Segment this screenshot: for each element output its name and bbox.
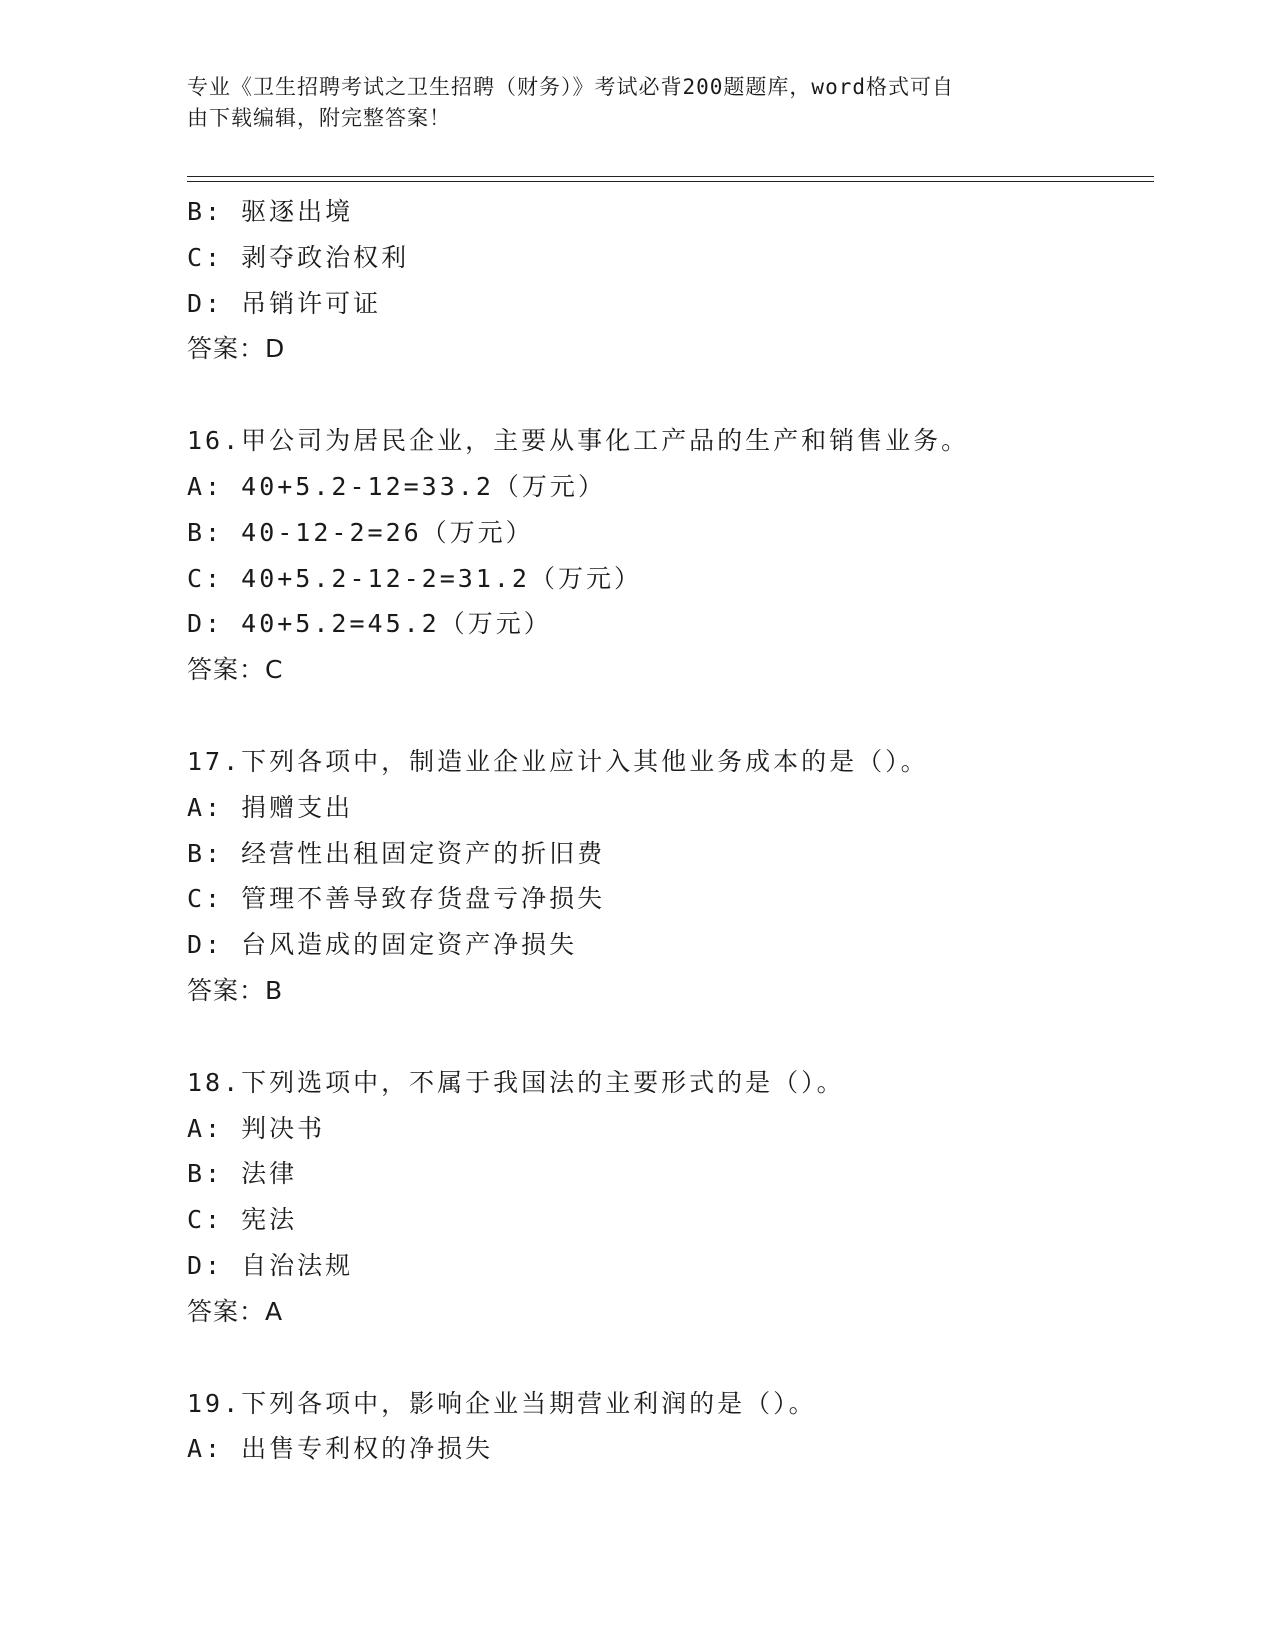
spacer bbox=[187, 372, 1147, 418]
option-b: B: 经营性出租固定资产的折旧费 bbox=[187, 838, 606, 868]
option-c: C: 宪法 bbox=[187, 1205, 298, 1235]
option-a: A: 40+5.2-12=33.2（万元） bbox=[187, 471, 606, 501]
question-stem: 17.下列各项中，制造业企业应计入其他业务成本的是（）。 bbox=[187, 746, 929, 776]
question-17 bbox=[187, 739, 1147, 1014]
question-list bbox=[187, 189, 1147, 1472]
option-c: C: 剥夺政治权利 bbox=[187, 242, 410, 272]
option-d: D: 吊销许可证 bbox=[187, 288, 382, 318]
question-15-continued bbox=[187, 189, 1147, 372]
question-stem: 16.甲公司为居民企业，主要从事化工产品的生产和销售业务。 bbox=[187, 426, 970, 456]
question-19 bbox=[187, 1381, 1147, 1473]
spacer bbox=[187, 1014, 1147, 1060]
answer: 答案：B bbox=[187, 975, 284, 1005]
option-c: C: 管理不善导致存货盘亏净损失 bbox=[187, 884, 606, 914]
option-a: A: 出售专利权的净损失 bbox=[187, 1434, 494, 1464]
option-b: B: 法律 bbox=[187, 1159, 298, 1189]
question-stem: 18.下列选项中，不属于我国法的主要形式的是（）。 bbox=[187, 1067, 845, 1097]
header-line-1: 专业《卫生招聘考试之卫生招聘（财务）》考试必背200题题库，word格式可自 bbox=[187, 75, 954, 99]
option-c: C: 40+5.2-12-2=31.2（万元） bbox=[187, 563, 642, 593]
answer: 答案：C bbox=[187, 655, 284, 685]
option-a: A: 判决书 bbox=[187, 1113, 326, 1143]
question-16 bbox=[187, 418, 1147, 693]
header-line-2: 由下载编辑，附完整答案！ bbox=[187, 106, 451, 130]
option-a: A: 捐赠支出 bbox=[187, 792, 354, 822]
option-b: B: 驱逐出境 bbox=[187, 197, 354, 226]
option-b: B: 40-12-2=26（万元） bbox=[187, 517, 534, 547]
question-stem: 19.下列各项中，影响企业当期营业利润的是（）。 bbox=[187, 1388, 817, 1418]
answer: 答案：A bbox=[187, 1296, 284, 1326]
option-d: D: 40+5.2=45.2（万元） bbox=[187, 609, 552, 639]
spacer bbox=[187, 693, 1147, 739]
document-header bbox=[187, 72, 1067, 134]
header-divider-bottom bbox=[187, 181, 1154, 182]
header-divider-top bbox=[187, 176, 1154, 177]
answer: 答案：D bbox=[187, 334, 286, 364]
question-18 bbox=[187, 1060, 1147, 1335]
option-d: D: 台风造成的固定资产净损失 bbox=[187, 930, 578, 960]
spacer bbox=[187, 1335, 1147, 1381]
option-d: D: 自治法规 bbox=[187, 1250, 354, 1280]
